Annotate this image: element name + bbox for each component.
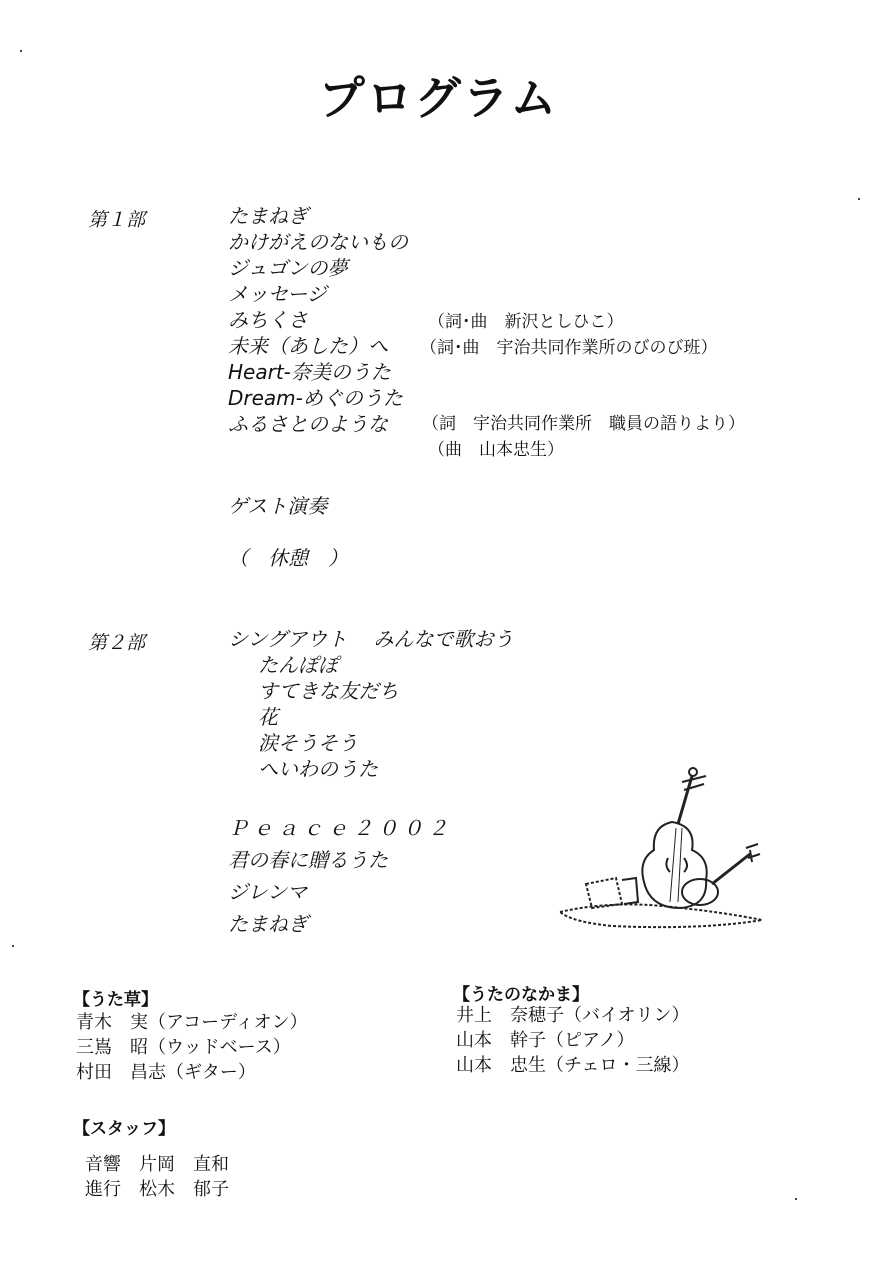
- utagusa-heading: 【うた草】: [73, 990, 158, 1010]
- song-item: 花: [258, 705, 278, 729]
- song-item: ジュゴンの夢: [228, 256, 348, 280]
- credit-furusato-music: （曲 山本忠生）: [428, 440, 564, 460]
- credit-mirai: （詞･曲 宇治共同作業所のびのび班）: [420, 338, 718, 358]
- list-item: 井上 奈穂子（バイオリン）: [456, 1005, 690, 1026]
- nakama-heading: 【うたのなかま】: [453, 985, 589, 1005]
- song-item: Ｐｅａｃｅ２００２: [228, 816, 453, 840]
- page-title: プログラム: [318, 71, 559, 125]
- singout-song-list: [258, 652, 399, 782]
- song-item: たまねぎ: [228, 912, 308, 936]
- list-item: 村田 昌志（ギター）: [76, 1062, 256, 1083]
- nakama-member-list: [456, 1003, 689, 1078]
- song-item: ジレンマ: [228, 880, 307, 904]
- guest-performance: ゲスト演奏: [228, 494, 328, 518]
- part2-label: 第２部: [88, 632, 146, 654]
- song-item: すてきな友だち: [258, 679, 399, 703]
- song-item: 涙そうそう: [258, 731, 358, 755]
- list-item: 山本 幹子（ピアノ）: [456, 1030, 635, 1051]
- song-item: メッセージ: [228, 282, 327, 306]
- song-item: へいわのうた: [258, 757, 378, 781]
- scan-speck: [795, 1198, 797, 1200]
- list-item: 三嶌 昭（ウッドベース）: [76, 1037, 291, 1058]
- list-item: 音響 片岡 直和: [85, 1154, 229, 1175]
- list-item: 進行 松木 郁子: [85, 1179, 229, 1200]
- song-item: Heart-奈美のうた: [228, 360, 391, 384]
- cello-and-sanshin-icon: [552, 762, 767, 934]
- song-item: たんぽぽ: [258, 653, 338, 677]
- song-item: 君の春に贈るうた: [228, 848, 388, 872]
- song-item: かけがえのないもの: [228, 230, 408, 254]
- song-item: 未来（あした）へ: [228, 334, 388, 358]
- utagusa-member-list: [76, 1010, 308, 1085]
- part1-song-list: [228, 203, 408, 437]
- part1-label: 第１部: [88, 209, 146, 231]
- singout-heading: シングアウト みんなで歌おう: [228, 627, 514, 651]
- list-item: 青木 実（アコーディオン）: [76, 1012, 308, 1033]
- part2-song-list: [228, 812, 453, 940]
- staff-member-list: [85, 1152, 229, 1202]
- song-item: Dream-めぐのうた: [228, 386, 403, 410]
- scan-speck: [858, 198, 860, 200]
- credit-furusato-lyrics: （詞 宇治共同作業所 職員の語りより）: [422, 414, 745, 434]
- intermission: （ 休憩 ）: [228, 546, 348, 570]
- staff-heading: 【スタッフ】: [73, 1119, 175, 1139]
- list-item: 山本 忠生（チェロ・三線）: [456, 1055, 690, 1076]
- credit-michikusa: （詞･曲 新沢としひこ）: [428, 312, 624, 332]
- scan-speck: [12, 945, 14, 947]
- song-item: みちくさ: [228, 308, 308, 332]
- song-item: ふるさとのような: [228, 412, 388, 436]
- scan-speck: [20, 50, 22, 52]
- song-item: たまねぎ: [228, 204, 308, 228]
